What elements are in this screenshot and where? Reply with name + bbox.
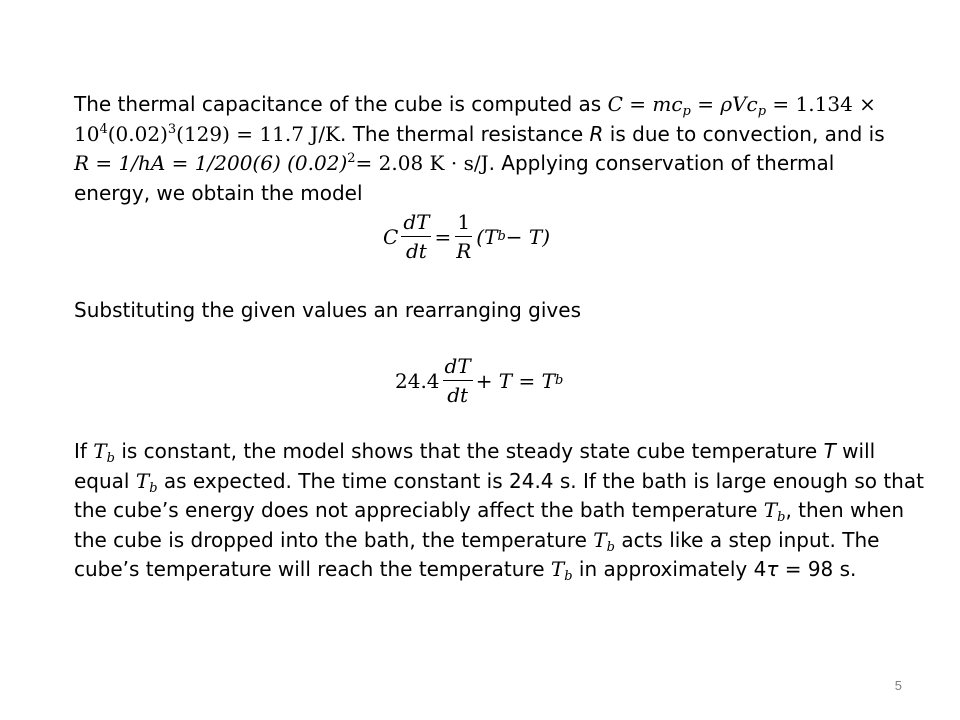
math-sub: b	[106, 451, 115, 466]
text: T	[823, 439, 836, 463]
text-line	[74, 555, 904, 585]
fraction-numerator: dT	[443, 354, 473, 381]
text-line	[74, 496, 904, 526]
text: is due to convection, and is	[603, 121, 885, 146]
math-sub: b	[777, 510, 786, 525]
fraction-denominator: dt	[405, 239, 427, 263]
math-sup: 4	[99, 121, 108, 137]
math-sup: 3	[167, 121, 177, 137]
text: will	[835, 439, 876, 463]
math: = 1.134 ×	[766, 92, 876, 116]
text: acts like a step input. The	[614, 527, 880, 552]
text: as expected. The time constant is 24.4 s. If the bath is large enough so that	[157, 468, 924, 493]
text: The thermal capacitance of the cube is computed as	[74, 92, 608, 116]
math: T	[593, 527, 607, 552]
fraction-denominator: dt	[447, 383, 469, 407]
math: (129) = 11.7 J/K	[176, 121, 340, 146]
text: equal	[74, 468, 136, 493]
text: = 98 s.	[778, 557, 857, 581]
text: the cube is dropped into the bath, the temperature	[74, 527, 594, 552]
math-sub: b	[606, 539, 615, 555]
math: C = mc	[607, 92, 683, 116]
math: (0.02)	[107, 121, 168, 146]
math-sub: p	[682, 104, 691, 119]
math: 24.4	[395, 368, 440, 393]
math: = 2.08 K · s/J	[355, 151, 489, 175]
math: C	[383, 224, 399, 249]
text: τ	[766, 557, 779, 581]
page-number: 5	[894, 678, 902, 693]
math: T	[763, 498, 778, 522]
math: (T	[476, 224, 498, 249]
fraction	[443, 354, 473, 407]
math-sup: 2	[347, 151, 356, 166]
text: R	[589, 121, 604, 146]
text-line	[74, 90, 904, 120]
math-sub: b	[149, 480, 158, 496]
math: T	[93, 439, 107, 463]
fraction-numerator: 1	[455, 210, 472, 237]
text-line	[74, 179, 904, 209]
text-line	[74, 120, 904, 150]
text-line	[74, 467, 924, 497]
equation-rearranged: 24.4 $\frac{dT}{dt}$ + T = T b	[395, 354, 564, 407]
math: T	[135, 468, 150, 493]
math-sub: b	[564, 569, 573, 584]
paragraph-substituting	[74, 296, 904, 326]
text: cube’s temperature will reach the temperature	[74, 557, 551, 581]
math: R = 1/hA = 1/200(6) (0.02)	[74, 151, 348, 175]
math: − T)	[505, 224, 551, 249]
math: = ρVc	[690, 92, 758, 116]
fraction	[401, 210, 431, 263]
fraction-numerator: dT	[401, 210, 431, 237]
math: =	[434, 224, 452, 249]
text: is constant, the model shows that the steady state cube temperature	[114, 439, 824, 463]
text: . Applying conservation of thermal	[488, 151, 835, 175]
paragraph-steady-state	[74, 437, 924, 585]
fraction	[454, 210, 473, 263]
text: . The thermal resistance	[340, 121, 590, 146]
text-line: Substituting the given values an rearranging gives	[74, 298, 581, 322]
math: + T = T	[475, 368, 555, 393]
text-line	[74, 437, 904, 467]
equation-model: C $\frac{dT}{dt}$ = $\frac{1}{R}$ (T b − T)	[383, 210, 551, 263]
paragraph-capacitance	[74, 90, 904, 208]
text: the cube’s energy does not appreciably affect the bath temperature	[74, 498, 764, 522]
math-sub: p	[757, 104, 767, 119]
text: If	[74, 439, 94, 463]
text-line	[74, 526, 904, 556]
fraction-denominator: R	[456, 239, 472, 263]
math: T	[550, 557, 565, 581]
text: in approximately 4	[572, 557, 767, 581]
text: energy, we obtain the model	[74, 180, 363, 205]
text: , then when	[785, 498, 905, 522]
text-line	[74, 149, 904, 179]
math: 10	[74, 121, 100, 146]
